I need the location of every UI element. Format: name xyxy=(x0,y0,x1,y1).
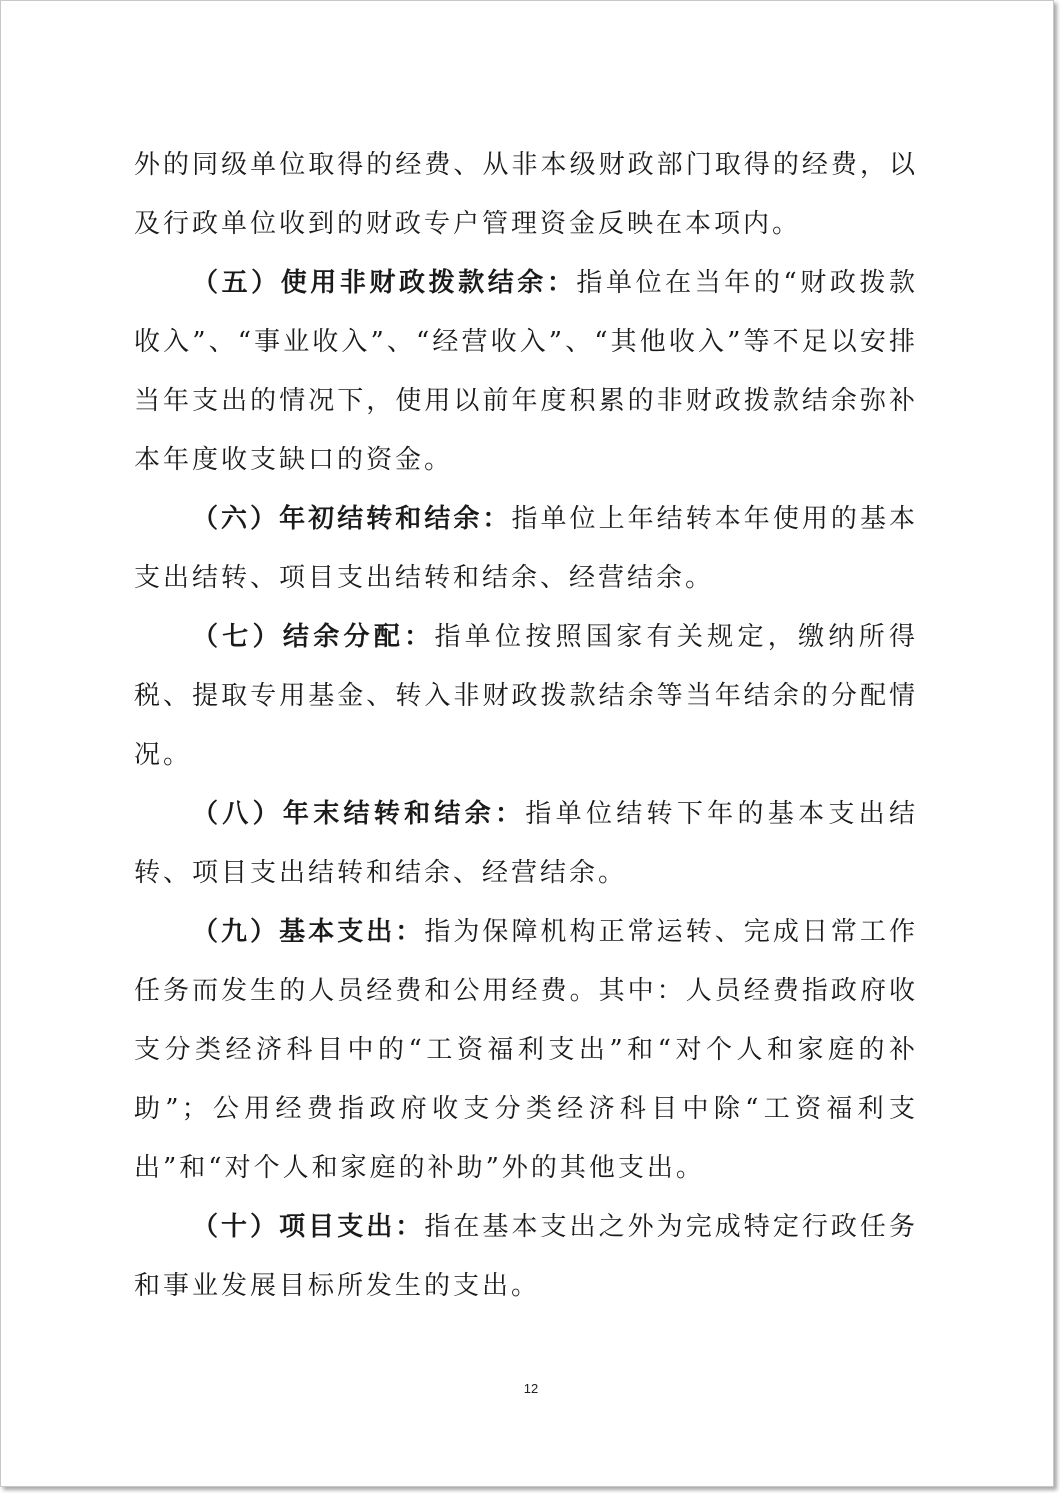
paragraph-heading: （七）结余分配： xyxy=(192,622,435,652)
paragraph-heading: （六）年初结转和结余： xyxy=(192,504,512,534)
paragraph-item-9 xyxy=(134,903,918,1198)
continuation-paragraph: 外的同级单位取得的经费、从非本级财政部门取得的经费，以及行政单位收到的财政专户管理资金反映在本项内。 xyxy=(134,150,918,239)
paragraph-heading: （八）年末结转和结余： xyxy=(192,799,526,829)
document-body xyxy=(134,136,918,1316)
paragraph-heading: （九）基本支出： xyxy=(192,917,425,947)
paragraph-heading: （五）使用非财政拨款结余： xyxy=(192,268,577,298)
paragraph-body: 指单位上年结转本年使用的基本支出结转、项目支出结转和结余、经营结余。 xyxy=(134,504,918,593)
paragraph-body: 指在基本支出之外为完成特定行政任务和事业发展目标所发生的支出。 xyxy=(134,1212,918,1301)
paragraph-heading: （十）项目支出： xyxy=(192,1212,425,1242)
paragraph-body: 指单位在当年的“财政拨款收入”、“事业收入”、“经营收入”、“其他收入”等不足以安排当年支出的情况下，使用以前年度积累的非财政拨款结余弥补本年度收支缺口的资金。 xyxy=(134,268,918,475)
paragraph-item-10 xyxy=(134,1198,918,1316)
paragraph-body: 指为保障机构正常运转、完成日常工作任务而发生的人员经费和公用经费。其中：人员经费指政府收支分类经济科目中的“工资福利支出”和“对个人和家庭的补助”；公用经费指政府收支分类经济科目中除“工资福利支出”和“对个人和家庭的补助”外的其他支出。 xyxy=(134,917,918,1183)
paragraph-item-5 xyxy=(134,254,918,490)
paragraph-item-8 xyxy=(134,785,918,903)
paragraph-item-7 xyxy=(134,608,918,785)
page-number: 12 xyxy=(523,1381,539,1396)
paragraph-body: 指单位按照国家有关规定，缴纳所得税、提取专用基金、转入非财政拨款结余等当年结余的分配情况。 xyxy=(134,622,918,770)
paragraph-body: 指单位结转下年的基本支出结转、项目支出结转和结余、经营结余。 xyxy=(134,799,918,888)
paragraph-item-6 xyxy=(134,490,918,608)
